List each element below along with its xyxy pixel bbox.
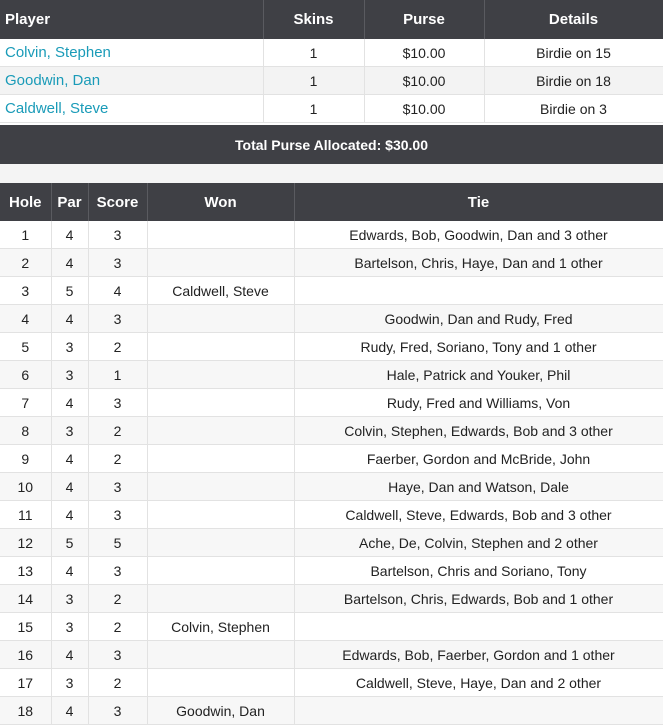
hole-score: 3 [88,557,147,585]
player-column-header: Player [0,0,263,39]
hole-tie: Colvin, Stephen, Edwards, Bob and 3 other [294,417,663,445]
skins-row [0,95,663,123]
hole-number: 5 [0,333,51,361]
hole-par: 4 [51,221,88,249]
hole-par: 4 [51,697,88,725]
skins-count: 1 [263,39,364,67]
hole-row [0,557,663,585]
hole-par: 4 [51,557,88,585]
hole-winner [147,641,294,669]
hole-winner [147,361,294,389]
hole-score: 3 [88,473,147,501]
hole-winner [147,249,294,277]
hole-row [0,277,663,305]
hole-par: 3 [51,669,88,697]
hole-winner: Goodwin, Dan [147,697,294,725]
hole-par: 4 [51,305,88,333]
hole-score: 3 [88,249,147,277]
hole-row [0,333,663,361]
hole-row [0,669,663,697]
holes-header-row [0,183,663,221]
hole-row [0,417,663,445]
hole-par: 4 [51,249,88,277]
hole-score: 4 [88,277,147,305]
hole-column-header: Hole [0,183,51,221]
hole-tie: Edwards, Bob, Goodwin, Dan and 3 other [294,221,663,249]
hole-number: 14 [0,585,51,613]
hole-number: 1 [0,221,51,249]
hole-number: 6 [0,361,51,389]
par-column-header: Par [51,183,88,221]
hole-score: 2 [88,417,147,445]
hole-number: 10 [0,473,51,501]
hole-score: 2 [88,445,147,473]
hole-par: 4 [51,473,88,501]
hole-par: 3 [51,333,88,361]
purse-amount: $10.00 [364,39,484,67]
hole-winner [147,417,294,445]
hole-par: 3 [51,361,88,389]
hole-score: 3 [88,697,147,725]
hole-tie: Bartelson, Chris and Soriano, Tony [294,557,663,585]
skins-count: 1 [263,95,364,123]
hole-score: 3 [88,221,147,249]
hole-tie: Caldwell, Steve, Haye, Dan and 2 other [294,669,663,697]
player-link[interactable]: Caldwell, Steve [0,95,263,123]
details-column-header: Details [484,0,663,39]
purse-amount: $10.00 [364,67,484,95]
hole-tie: Haye, Dan and Watson, Dale [294,473,663,501]
hole-tie: Rudy, Fred and Williams, Von [294,389,663,417]
tie-column-header: Tie [294,183,663,221]
hole-score: 1 [88,361,147,389]
hole-winner [147,501,294,529]
hole-par: 5 [51,277,88,305]
skin-details: Birdie on 3 [484,95,663,123]
hole-number: 12 [0,529,51,557]
hole-par: 3 [51,585,88,613]
hole-winner [147,529,294,557]
hole-winner [147,585,294,613]
hole-score: 2 [88,333,147,361]
hole-winner [147,557,294,585]
hole-tie: Ache, De, Colvin, Stephen and 2 other [294,529,663,557]
hole-number: 3 [0,277,51,305]
hole-number: 15 [0,613,51,641]
holes-table [0,183,663,725]
hole-winner [147,389,294,417]
hole-tie: Bartelson, Chris, Edwards, Bob and 1 other [294,585,663,613]
purse-column-header: Purse [364,0,484,39]
hole-score: 5 [88,529,147,557]
hole-row [0,305,663,333]
hole-winner: Colvin, Stephen [147,613,294,641]
hole-row [0,501,663,529]
hole-number: 11 [0,501,51,529]
skins-column-header: Skins [263,0,364,39]
hole-score: 3 [88,305,147,333]
hole-score: 3 [88,501,147,529]
hole-winner [147,333,294,361]
hole-number: 16 [0,641,51,669]
skin-details: Birdie on 18 [484,67,663,95]
won-column-header: Won [147,183,294,221]
hole-score: 3 [88,641,147,669]
hole-number: 13 [0,557,51,585]
hole-number: 8 [0,417,51,445]
hole-tie [294,697,663,725]
hole-par: 4 [51,445,88,473]
hole-score: 2 [88,585,147,613]
hole-row [0,249,663,277]
total-purse-banner: Total Purse Allocated: $30.00 [0,125,663,164]
hole-row [0,613,663,641]
hole-number: 18 [0,697,51,725]
hole-tie: Goodwin, Dan and Rudy, Fred [294,305,663,333]
hole-par: 4 [51,641,88,669]
hole-tie: Hale, Patrick and Youker, Phil [294,361,663,389]
hole-tie: Bartelson, Chris, Haye, Dan and 1 other [294,249,663,277]
hole-number: 17 [0,669,51,697]
player-link[interactable]: Colvin, Stephen [0,39,263,67]
skins-header-row [0,0,663,39]
hole-tie [294,613,663,641]
hole-winner [147,669,294,697]
hole-row [0,389,663,417]
hole-winner [147,221,294,249]
skin-details: Birdie on 15 [484,39,663,67]
hole-winner [147,473,294,501]
hole-winner: Caldwell, Steve [147,277,294,305]
hole-tie: Faerber, Gordon and McBride, John [294,445,663,473]
player-link[interactable]: Goodwin, Dan [0,67,263,95]
hole-tie [294,277,663,305]
hole-tie: Rudy, Fred, Soriano, Tony and 1 other [294,333,663,361]
hole-tie: Caldwell, Steve, Edwards, Bob and 3 other [294,501,663,529]
hole-row [0,221,663,249]
hole-row [0,445,663,473]
hole-number: 9 [0,445,51,473]
hole-par: 5 [51,529,88,557]
hole-number: 2 [0,249,51,277]
hole-score: 2 [88,669,147,697]
hole-row [0,697,663,725]
hole-winner [147,445,294,473]
skins-summary-table [0,0,663,123]
skins-row [0,39,663,67]
hole-par: 4 [51,501,88,529]
hole-row [0,529,663,557]
hole-score: 3 [88,389,147,417]
hole-par: 3 [51,417,88,445]
hole-par: 3 [51,613,88,641]
hole-number: 4 [0,305,51,333]
score-column-header: Score [88,183,147,221]
hole-row [0,585,663,613]
hole-tie: Edwards, Bob, Faerber, Gordon and 1 other [294,641,663,669]
hole-row [0,361,663,389]
hole-row [0,473,663,501]
skins-row [0,67,663,95]
skins-count: 1 [263,67,364,95]
section-divider [0,164,663,183]
hole-number: 7 [0,389,51,417]
hole-score: 2 [88,613,147,641]
hole-par: 4 [51,389,88,417]
hole-winner [147,305,294,333]
hole-row [0,641,663,669]
purse-amount: $10.00 [364,95,484,123]
